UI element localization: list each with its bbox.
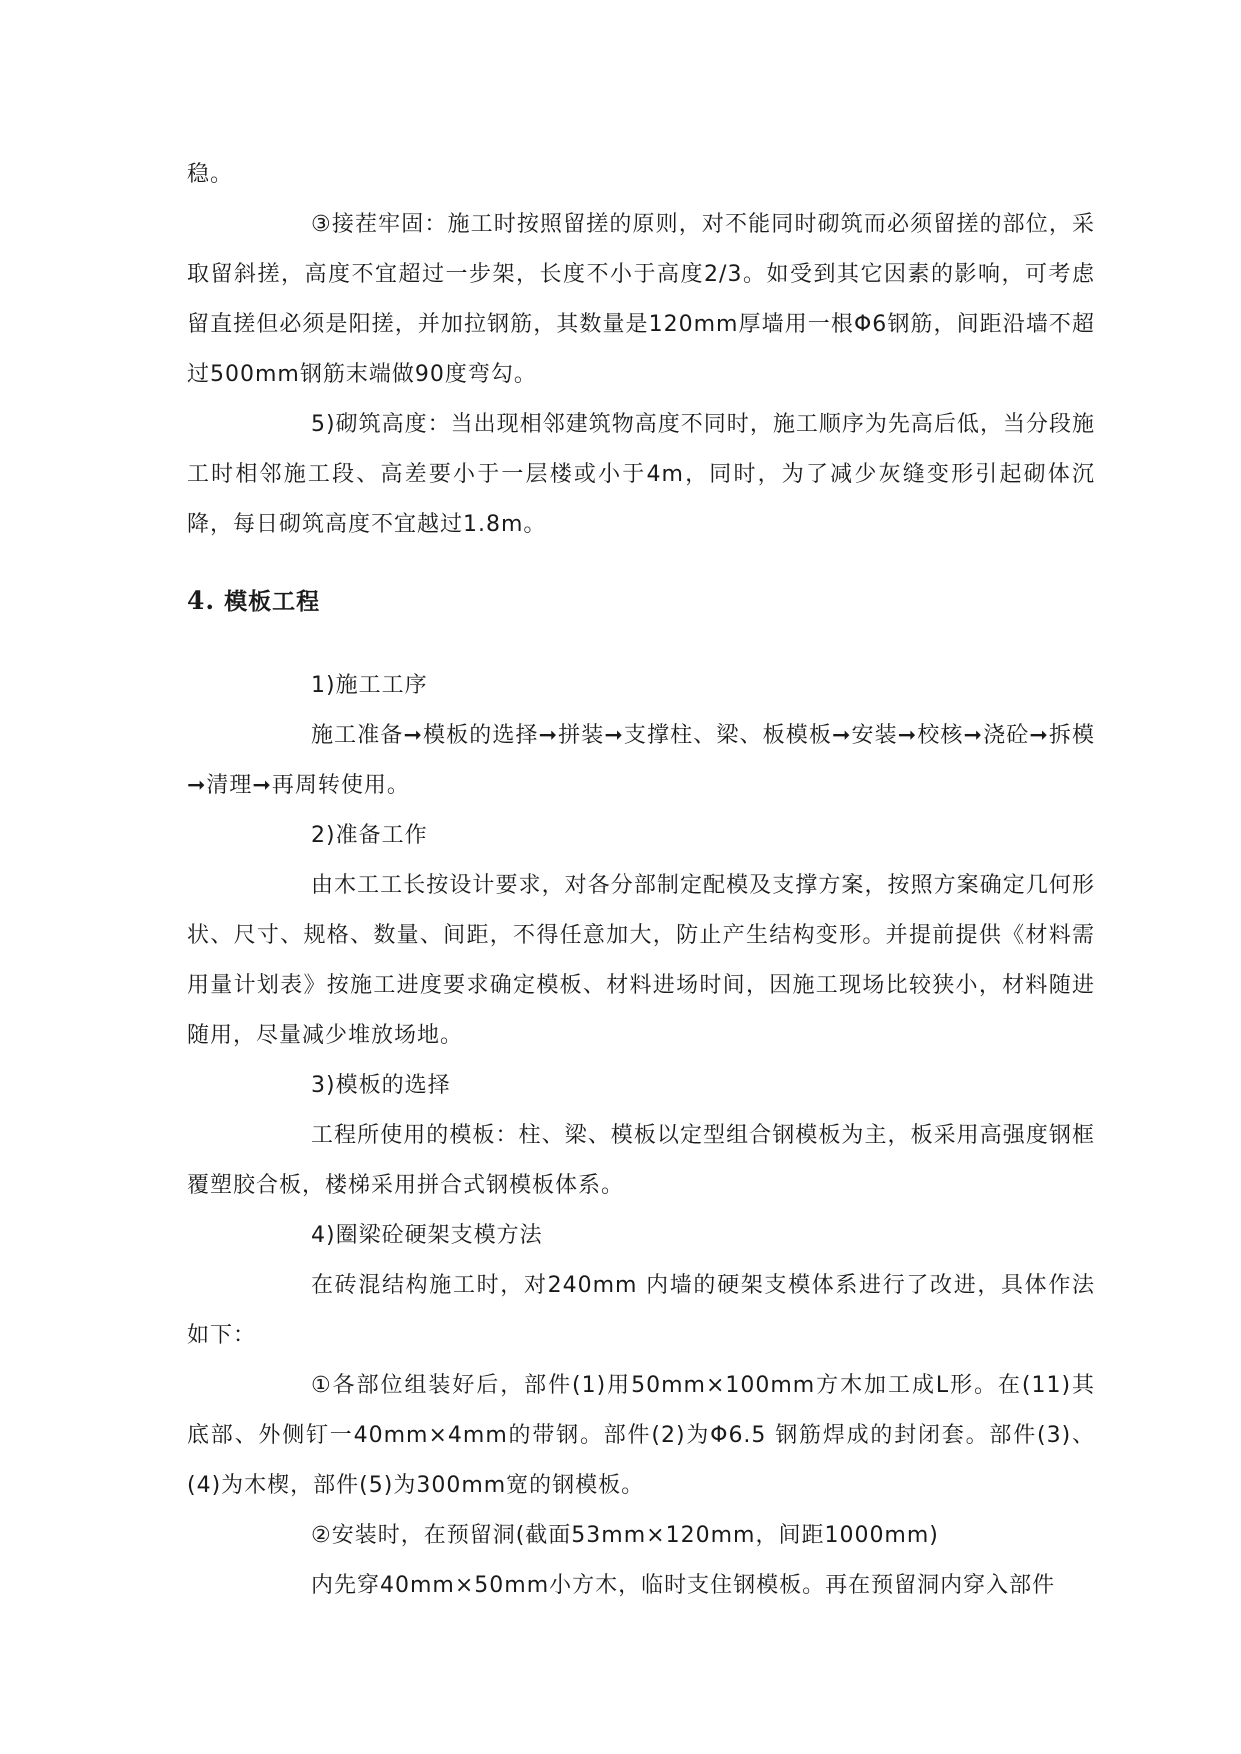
paragraph-assembly: ①各部位组装好后，部件(1)用50mm×100mm方木加工成L形。在(11)其底部、外侧钉一40mm×4mm的带钢。部件(2)为Φ6.5 钢筋焊成的封闭套。部件(3)、(4)为木楔，部件(5)为300mm宽的钢模板。 xyxy=(187,1373,1095,1498)
subheading-formwork-selection: 3)模板的选择 xyxy=(311,1073,451,1098)
paragraph-installation: ②安装时，在预留洞(截面53mm×120mm，间距1000mm) xyxy=(311,1523,939,1548)
paragraph-formwork-selection: 工程所使用的模板：柱、梁、模板以定型组合钢模板为主，板采用高强度钢框覆塑胶合板，楼梯采用拼合式钢模板体系。 xyxy=(187,1123,1095,1198)
paragraph-joint-firmness: ③接茬牢固：施工时按照留搓的原则，对不能同时砌筑而必须留搓的部位，采取留斜搓，高度不宜超过一步架，长度不小于高度2/3。如受到其它因素的影响，可考虑留直搓但必须是阳搓，并加拉钢筋，其数量是120mm厚墙用一根Φ6钢筋，间距沿墙不超过500mm钢筋末端做90度弯勾。 xyxy=(187,212,1095,387)
paragraph-process-flow: 施工准备➞模板的选择➞拼装➞支撑柱、梁、板模板➞安装➞校核➞浇砼➞拆模➞清理➞再周转使用。 xyxy=(187,723,1095,798)
subheading-preparation: 2)准备工作 xyxy=(311,823,428,848)
paragraph-masonry-height: 5)砌筑高度：当出现相邻建筑物高度不同时，施工顺序为先高后低，当分段施工时相邻施工段、高差要小于一层楼或小于4m，同时，为了减少灰缝变形引起砌体沉降，每日砌筑高度不宜越过1.8m。 xyxy=(187,412,1095,537)
paragraph-continuation: 稳。 xyxy=(187,162,234,187)
document-body xyxy=(187,150,1095,1611)
subheading-ring-beam-method: 4)圈梁砼硬架支模方法 xyxy=(311,1223,543,1248)
section-title: 模板工程 xyxy=(224,589,321,615)
section-heading xyxy=(187,576,1095,627)
paragraph-preparation: 由木工工长按设计要求，对各分部制定配模及支撑方案，按照方案确定几何形状、尺寸、规格、数量、间距，不得任意加大，防止产生结构变形。并提前提供《材料需用量计划表》按施工进度要求确定模板、材料进场时间，因施工现场比较狭小，材料随进随用，尽量减少堆放场地。 xyxy=(187,873,1095,1048)
subheading-construction-process: 1)施工工序 xyxy=(311,673,428,698)
section-number: 4. xyxy=(187,586,216,615)
paragraph-installation-continued: 内先穿40mm×50mm小方木，临时支住钢模板。再在预留洞内穿入部件 xyxy=(311,1573,1056,1598)
paragraph-ring-beam-intro: 在砖混结构施工时，对240mm 内墙的硬架支模体系进行了改进，具体作法如下： xyxy=(187,1273,1095,1348)
